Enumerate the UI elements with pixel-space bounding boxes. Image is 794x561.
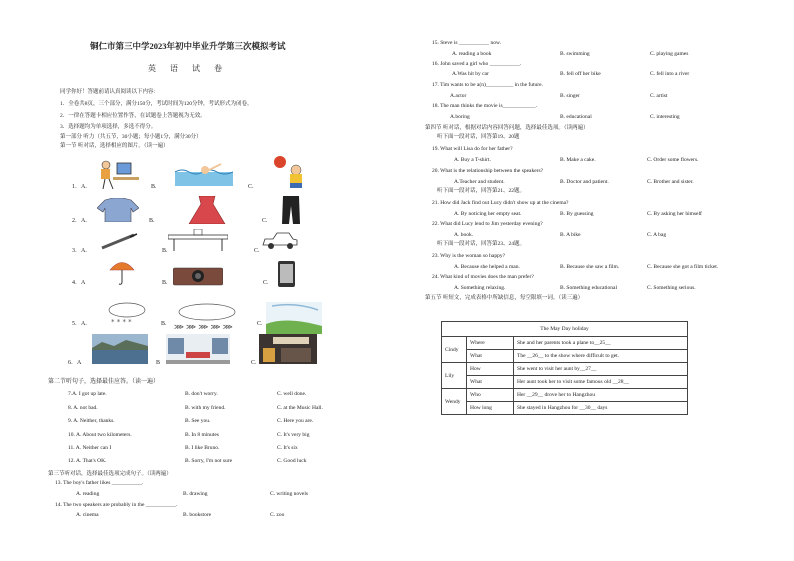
q8-c: C. at the Music Hall. — [277, 405, 323, 411]
q6-label: 6．A — [68, 360, 82, 366]
shirt-picture — [97, 198, 139, 222]
q11-b: B. I like Bruno. — [185, 445, 220, 451]
row-key: How long — [467, 402, 514, 415]
q19-c: C. Order some flowers. — [647, 157, 699, 163]
camera-picture — [173, 264, 223, 286]
q9-a: 9. A. Neither, thanks. — [68, 418, 115, 424]
q24-c: C. Something serious. — [647, 285, 696, 291]
q7-a: 7.A. I got up late. — [68, 391, 107, 397]
q1-label: 1．A. — [72, 184, 87, 190]
q7-c: C. well done. — [277, 391, 307, 397]
table-row — [442, 337, 688, 350]
q24-a: A. Something relaxing. — [454, 285, 506, 291]
q3-b: B. — [162, 248, 168, 254]
table-title: The May Day holiday — [442, 322, 688, 337]
q21-a: A. By noticing her empty seat. — [454, 211, 522, 217]
row-key: Who — [467, 389, 514, 402]
q23-b: B. Because she saw a film. — [560, 264, 620, 270]
windy-landscape-picture — [266, 302, 322, 334]
q16-c: C. fell into a river — [650, 71, 690, 77]
notice-1: 1．全卷共8页，三个部分，满分150分，考试时间为120分钟，考试形式为闭卷。 — [60, 101, 253, 107]
q18-b: B. educational — [560, 114, 592, 120]
table-row — [442, 389, 688, 402]
q13-stem: 13. The boy's father likes ___________. — [55, 480, 144, 486]
row-key: How — [467, 363, 514, 376]
q12-b: B. Sorry, I'm not sure — [185, 458, 233, 464]
q21-stem: 21. How did Jack find out Lucy didn't show up at the cinema? — [432, 200, 569, 206]
lake-picture — [92, 334, 148, 364]
q2-label: 2．A. — [72, 218, 87, 224]
q10-c: C. It's very big — [277, 432, 310, 438]
q21-c: C. By asking her himself — [647, 211, 702, 217]
person-at-computer-picture — [95, 157, 143, 191]
q14-b: B. bookstore — [183, 512, 212, 518]
q18-c: C. interesting — [650, 114, 680, 120]
svg-text:⋙ ⋙ ⋙ ⋙ ⋙: ⋙ ⋙ ⋙ ⋙ ⋙ — [174, 323, 233, 331]
row-value-26: The __26__ to the show where difficult to get. — [514, 350, 688, 363]
car-picture — [261, 231, 299, 251]
q22-c: C. A bag — [647, 232, 667, 238]
q23-c: C. Because she got a film ticket. — [647, 264, 719, 270]
q19-a: A. Buy a T-shirt. — [454, 157, 491, 163]
snow-picture — [105, 302, 149, 328]
q14-a: A. cinema — [76, 512, 99, 518]
q22-b: B. A bike — [560, 232, 581, 238]
row-key: Where — [467, 337, 514, 350]
q2-c: C. — [262, 218, 268, 224]
row-key: What — [467, 376, 514, 389]
q16-b: B. fell off her bike — [560, 71, 601, 77]
q15-c: C. playing games — [650, 51, 689, 57]
q11-a: 11. A. Neither can I — [68, 445, 112, 451]
q1-b: B. — [151, 184, 157, 190]
q17-stem: 17. Tim wants to be a(n)__________ in the future. — [432, 82, 543, 88]
q12-a: 12. A. That's OK. — [68, 458, 107, 464]
person-cindy: Cindy — [442, 337, 467, 363]
q14-c: C. zoo — [270, 512, 285, 518]
table-row — [442, 402, 688, 415]
swimming-picture — [175, 158, 233, 186]
q20-b: B. Doctor and patient. — [560, 179, 609, 185]
q15-b: B. swimming — [560, 51, 590, 57]
q1-c: C. — [248, 184, 254, 190]
cloud-wind-picture — [172, 303, 242, 333]
q13-a: A. reading — [76, 491, 100, 497]
notice-3: 3．选择题均为单项选择，多选不得分。 — [60, 124, 157, 130]
q5-c: C. — [257, 321, 263, 327]
q6-b: B — [156, 360, 161, 366]
notice-2: 2．一律在答题卡相应位置作答，在试题卷上答题视为无效。 — [60, 113, 206, 119]
section4-heading: 第四节 听对话，根据对话内容回答问题，选择最佳选项。（读两遍） — [425, 125, 589, 131]
q17-c: C. artist — [650, 93, 668, 99]
dress-picture — [187, 196, 227, 224]
row-key: What — [467, 350, 514, 363]
q17-a: A.actor — [450, 93, 467, 99]
library-picture — [166, 334, 230, 364]
umbrella-picture — [109, 259, 135, 285]
q16-a: A.Was hit by car — [452, 71, 489, 77]
q8-b: B. with my friend. — [185, 405, 226, 411]
q18-stem: 18. The man thinks the movie is____________. — [432, 103, 538, 109]
svg-text:* * * *: * * * * — [111, 318, 132, 326]
note-21-22: 听下面一段对话，回答第21、22题。 — [437, 188, 526, 194]
q14-stem: 14. The two speakers are probably in the ___________. — [55, 502, 178, 508]
q4-b: B. — [162, 280, 168, 286]
q3-c: C. — [254, 248, 260, 254]
q23-a: A. Because she helped a man. — [454, 264, 520, 270]
person-wendy: Wendy — [442, 389, 467, 415]
q11-c: C. It's six — [277, 445, 298, 451]
table-row — [442, 350, 688, 363]
q8-a: 8. A. not bad. — [68, 405, 98, 411]
q20-a: A.Teacher and student. — [454, 179, 505, 185]
part1-heading: 第一部分 听力（共五节，30小题；每小题1分，满分30分） — [60, 134, 202, 140]
row-value-28: Her aunt took her to visit some famous old __28__ — [514, 376, 688, 389]
row-value-25: She and her parents took a plane to__25__ — [514, 337, 688, 350]
q2-b: B. — [149, 218, 155, 224]
q21-b: B. By guessing — [560, 211, 594, 217]
table-row — [442, 363, 688, 376]
notice-heading: 同学你好！答题前请认真阅读以下内容： — [60, 89, 160, 95]
q20-c: C. Brother and sister. — [647, 179, 694, 185]
q24-b: B. Something educational — [560, 285, 617, 291]
q10-a: 10. A. About two kilometers. — [68, 432, 132, 438]
q19-b: B. Make a cake. — [560, 157, 596, 163]
q24-stem: 24. What kind of movies does the man prefer? — [432, 274, 534, 280]
boy-playing-ball-picture — [270, 154, 314, 190]
note-23-24: 听下面一段对话，回答第23、24题。 — [437, 241, 526, 247]
q13-b: B. drawing — [183, 491, 208, 497]
q5-b: B. — [161, 321, 167, 327]
note-19-20: 听下面一段对话，回答第19、20题 — [437, 134, 520, 140]
q9-b: B. See you. — [185, 418, 211, 424]
q5-label: 5．A. — [72, 321, 87, 327]
q19-stem: 19. What will Lisa do for her father? — [432, 146, 513, 152]
trousers-picture — [281, 196, 301, 224]
pen-picture — [100, 232, 138, 250]
q3-label: 3．A. — [72, 248, 87, 254]
shop-street-picture — [259, 334, 317, 364]
row-value-30: She stayed in Hangzhou for __30__ days — [514, 402, 688, 415]
q18-a: A.boring — [450, 114, 470, 120]
q12-c: C. Good luck — [277, 458, 307, 464]
q9-c: C. Here you are. — [277, 418, 314, 424]
section2-heading: 第二节听句子，选择最佳应答。（读一遍） — [48, 379, 160, 385]
phone-picture — [277, 260, 297, 288]
table-row — [442, 376, 688, 389]
q4-c: C. — [263, 280, 269, 286]
row-value-27: She went to visit her aunt by__27__ — [514, 363, 688, 376]
q13-c: C. writing novels — [270, 491, 309, 497]
exam-title: 铜仁市第三中学2023年初中毕业升学第三次模拟考试 — [90, 41, 286, 51]
person-lily: Lily — [442, 363, 467, 389]
q15-stem: 15. Steve is ___________ now. — [432, 40, 502, 46]
q22-a: A. book. — [454, 232, 474, 238]
q15-a: A. reading a book — [452, 51, 492, 57]
q10-b: B. In 8 minutes — [185, 432, 219, 438]
desk-picture — [168, 229, 228, 251]
section3-heading: 第三节听对话，选择最佳选项完成句子。（读两遍） — [48, 471, 172, 477]
q23-stem: 23. Why is the woman so happy? — [432, 253, 506, 259]
q6-c: C. — [251, 360, 257, 366]
holiday-table — [441, 321, 688, 415]
section1-heading: 第一节 听对话，选择相应的图片。（读一遍） — [60, 143, 169, 149]
row-value-29: Her __29__ drove her to Hangzhou — [514, 389, 688, 402]
q4-label: 4．A — [72, 280, 86, 286]
q22-stem: 22. What did Lucy lend to Jim yesterday evening? — [432, 221, 543, 227]
q17-b: B. singer — [560, 93, 580, 99]
q16-stem: 16. John saved a girl who ___________. — [432, 61, 522, 67]
q7-b: B. don't worry. — [185, 391, 218, 397]
subject-title: 英语试卷 — [148, 64, 236, 73]
section5-heading: 第五节 听短文，完成表格中所缺信息，每空限填一词。（读三遍） — [425, 295, 584, 301]
q20-stem: 20. What is the relationship between the speakers? — [432, 168, 544, 174]
